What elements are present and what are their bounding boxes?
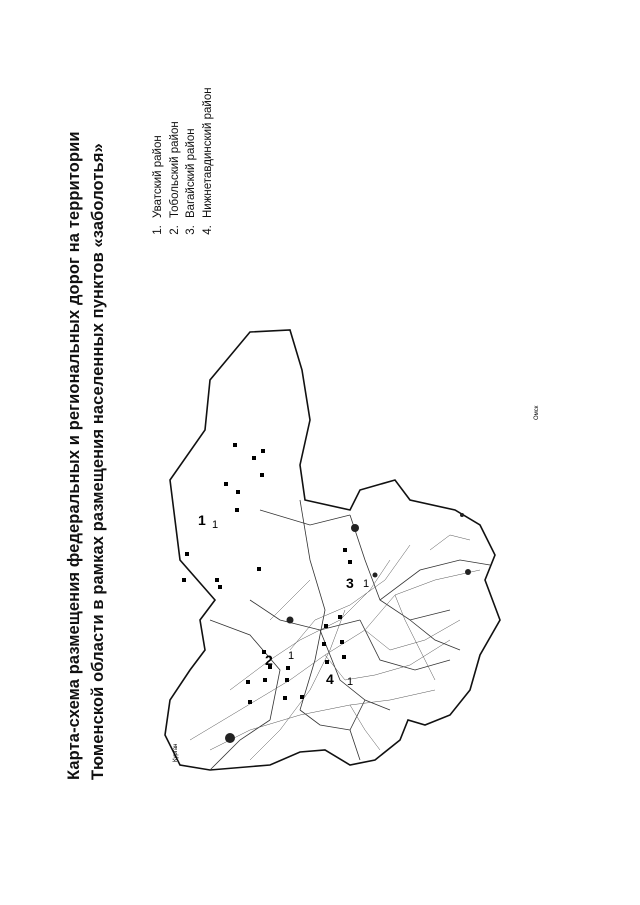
legend-item: 1. Уватский район xyxy=(150,40,167,222)
title-line-2: Тюменской области в рамках размещения населенных пунктов «заболотья» xyxy=(89,143,107,780)
city-markers xyxy=(225,513,471,743)
region-sublabel: 1 xyxy=(363,578,370,590)
region-label-uvat: 1 xyxy=(198,512,206,528)
city-label-kurgan: Курган xyxy=(173,743,179,762)
region-sublabel: 1 xyxy=(347,676,354,688)
region-outline xyxy=(165,330,500,770)
legend-item: 2. Тобольский район xyxy=(167,40,184,222)
region-sublabel: 1 xyxy=(288,650,295,662)
city-label-omsk: Омск xyxy=(534,405,540,420)
region-map xyxy=(150,320,540,785)
map-title xyxy=(62,80,110,780)
region-label-tobolsk: 2 xyxy=(265,652,273,668)
map-svg xyxy=(150,320,540,780)
title-line-1: Карта-схема размещения федеральных и региональных дорог на территории xyxy=(65,131,83,780)
legend-list xyxy=(150,40,216,240)
legend-item: 3. Вагайский район xyxy=(183,40,200,222)
legend xyxy=(150,40,216,240)
region-label-nizhnetavda: 4 xyxy=(326,671,334,687)
legend-item: 4. Нижнетавдинский район xyxy=(200,40,217,222)
region-label-vagai: 3 xyxy=(346,575,354,591)
road-network xyxy=(190,535,480,760)
region-sublabel: 1 xyxy=(212,519,219,531)
